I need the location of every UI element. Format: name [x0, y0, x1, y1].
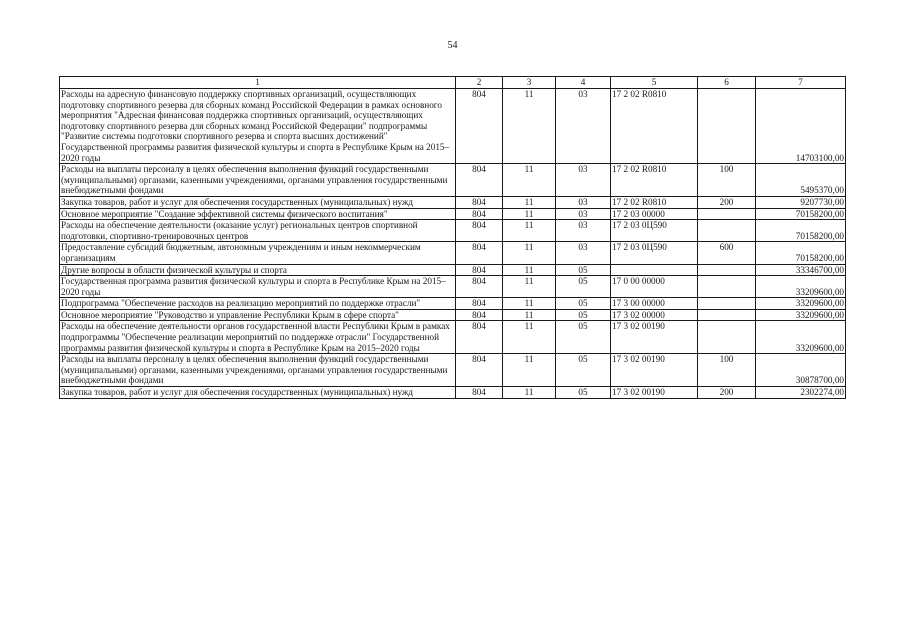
table-row — [60, 354, 846, 387]
ministry-code-cell: 804 — [456, 354, 503, 387]
table-row — [60, 276, 846, 298]
column-header: 3 — [503, 77, 556, 89]
expense-name-cell: Основное мероприятие "Создание эффективной системы физического воспитания" — [60, 208, 456, 220]
amount-cell: 5495370,00 — [756, 164, 846, 197]
ministry-code-cell: 804 — [456, 220, 503, 242]
section-code-cell: 11 — [503, 276, 556, 298]
amount-cell: 9207730,00 — [756, 196, 846, 208]
section-code-cell: 11 — [503, 89, 556, 164]
amount-cell: 33209600,00 — [756, 321, 846, 354]
ministry-code-cell: 804 — [456, 196, 503, 208]
subsection-code-cell: 03 — [556, 220, 611, 242]
target-article-cell: 17 2 03 0Ц590 — [611, 242, 698, 264]
ministry-code-cell: 804 — [456, 298, 503, 310]
expense-type-cell — [698, 264, 756, 276]
table-row — [60, 164, 846, 197]
ministry-code-cell: 804 — [456, 309, 503, 321]
target-article-cell: 17 3 02 00190 — [611, 387, 698, 399]
expense-type-cell — [698, 309, 756, 321]
expense-type-cell — [698, 220, 756, 242]
section-code-cell: 11 — [503, 164, 556, 197]
subsection-code-cell: 03 — [556, 242, 611, 264]
column-header: 7 — [756, 77, 846, 89]
table-row — [60, 321, 846, 354]
subsection-code-cell: 05 — [556, 298, 611, 310]
amount-cell: 33209600,00 — [756, 298, 846, 310]
ministry-code-cell: 804 — [456, 89, 503, 164]
target-article-cell: 17 2 02 R0810 — [611, 89, 698, 164]
ministry-code-cell: 804 — [456, 264, 503, 276]
amount-cell: 33209600,00 — [756, 309, 846, 321]
ministry-code-cell: 804 — [456, 164, 503, 197]
section-code-cell: 11 — [503, 196, 556, 208]
subsection-code-cell: 05 — [556, 276, 611, 298]
expense-type-cell: 200 — [698, 196, 756, 208]
subsection-code-cell: 03 — [556, 164, 611, 197]
subsection-code-cell: 05 — [556, 354, 611, 387]
table-row — [60, 220, 846, 242]
expense-name-cell: Другие вопросы в области физической культуры и спорта — [60, 264, 456, 276]
amount-cell: 70158200,00 — [756, 242, 846, 264]
expense-type-cell — [698, 208, 756, 220]
table-header-row — [60, 77, 846, 89]
target-article-cell: 17 2 02 R0810 — [611, 164, 698, 197]
table-row — [60, 309, 846, 321]
column-header: 1 — [60, 77, 456, 89]
expense-name-cell: Расходы на адресную финансовую поддержку спортивных организаций, осуществляющих подготовку спортивного резерва для сборных команд Российской Федерации в рамках основного мероприятия "Адресная финансовая поддержка спортивных организаций, осуществляющих подготовку спортивного резерва для сборных команд Российской Федерации" подпрограммы "Развитие системы подготовки спортивного резерва и спорта высших достижений" Государственной программы развития физической культуры и спорта в Республике Крым на 2015–2020 годы — [60, 89, 456, 164]
amount-cell: 33209600,00 — [756, 276, 846, 298]
amount-cell: 33346700,00 — [756, 264, 846, 276]
target-article-cell: 17 2 03 00000 — [611, 208, 698, 220]
amount-cell: 70158200,00 — [756, 208, 846, 220]
expense-type-cell — [698, 89, 756, 164]
table-row — [60, 196, 846, 208]
expense-type-cell: 100 — [698, 164, 756, 197]
section-code-cell: 11 — [503, 354, 556, 387]
expense-name-cell: Закупка товаров, работ и услуг для обеспечения государственных (муниципальных) нужд — [60, 387, 456, 399]
column-header: 4 — [556, 77, 611, 89]
amount-cell: 70158200,00 — [756, 220, 846, 242]
expense-name-cell: Расходы на выплаты персоналу в целях обеспечения выполнения функций государственными (муниципальными) органами, казенными учреждениями, органами управления государственными внебюджетными фондами — [60, 164, 456, 197]
section-code-cell: 11 — [503, 387, 556, 399]
expense-type-cell: 600 — [698, 242, 756, 264]
ministry-code-cell: 804 — [456, 242, 503, 264]
table-row — [60, 298, 846, 310]
subsection-code-cell: 05 — [556, 321, 611, 354]
ministry-code-cell: 804 — [456, 208, 503, 220]
expense-name-cell: Государственная программа развития физической культуры и спорта в Республике Крым на 2015–2020 годы — [60, 276, 456, 298]
section-code-cell: 11 — [503, 242, 556, 264]
expense-name-cell: Закупка товаров, работ и услуг для обеспечения государственных (муниципальных) нужд — [60, 196, 456, 208]
section-code-cell: 11 — [503, 298, 556, 310]
expense-type-cell — [698, 276, 756, 298]
table-row — [60, 208, 846, 220]
expense-name-cell: Расходы на обеспечение деятельности (оказание услуг) региональных центров спортивной подготовки, спортивно-тренировочных центров — [60, 220, 456, 242]
ministry-code-cell: 804 — [456, 276, 503, 298]
column-header: 6 — [698, 77, 756, 89]
subsection-code-cell: 05 — [556, 387, 611, 399]
amount-cell: 14703100,00 — [756, 89, 846, 164]
target-article-cell: 17 3 00 00000 — [611, 298, 698, 310]
expense-name-cell: Подпрограмма "Обеспечение расходов на реализацию мероприятий по поддержке отрасли" — [60, 298, 456, 310]
column-header: 2 — [456, 77, 503, 89]
expense-name-cell: Основное мероприятие "Руководство и управление Республики Крым в сфере спорта" — [60, 309, 456, 321]
subsection-code-cell: 03 — [556, 208, 611, 220]
table-row — [60, 387, 846, 399]
target-article-cell — [611, 264, 698, 276]
page-number: 54 — [447, 40, 458, 51]
target-article-cell: 17 0 00 00000 — [611, 276, 698, 298]
subsection-code-cell: 03 — [556, 89, 611, 164]
expense-type-cell — [698, 321, 756, 354]
budget-table — [59, 76, 846, 399]
table-row — [60, 264, 846, 276]
section-code-cell: 11 — [503, 309, 556, 321]
ministry-code-cell: 804 — [456, 387, 503, 399]
target-article-cell: 17 3 02 00190 — [611, 321, 698, 354]
section-code-cell: 11 — [503, 220, 556, 242]
subsection-code-cell: 03 — [556, 196, 611, 208]
target-article-cell: 17 3 02 00000 — [611, 309, 698, 321]
expense-type-cell — [698, 298, 756, 310]
subsection-code-cell: 05 — [556, 264, 611, 276]
expense-name-cell: Расходы на выплаты персоналу в целях обеспечения выполнения функций государственными (муниципальными) органами, казенными учреждениями, органами управления государственными внебюджетными фондами — [60, 354, 456, 387]
expense-name-cell: Расходы на обеспечение деятельности органов государственной власти Республики Крым в рамках подпрограммы "Обеспечение реализации мероприятий по поддержке отрасли" Государственной программы развития физической культуры и спорта в Республике Крым на 2015–2020 годы — [60, 321, 456, 354]
expense-type-cell: 200 — [698, 387, 756, 399]
ministry-code-cell: 804 — [456, 321, 503, 354]
column-header: 5 — [611, 77, 698, 89]
amount-cell: 2302274,00 — [756, 387, 846, 399]
amount-cell: 30878700,00 — [756, 354, 846, 387]
expense-type-cell: 100 — [698, 354, 756, 387]
target-article-cell: 17 2 03 0Ц590 — [611, 220, 698, 242]
section-code-cell: 11 — [503, 208, 556, 220]
subsection-code-cell: 05 — [556, 309, 611, 321]
target-article-cell: 17 2 02 R0810 — [611, 196, 698, 208]
expense-name-cell: Предоставление субсидий бюджетным, автономным учреждениям и иным некоммерческим организациям — [60, 242, 456, 264]
section-code-cell: 11 — [503, 321, 556, 354]
target-article-cell: 17 3 02 00190 — [611, 354, 698, 387]
section-code-cell: 11 — [503, 264, 556, 276]
table-row — [60, 89, 846, 164]
table-row — [60, 242, 846, 264]
